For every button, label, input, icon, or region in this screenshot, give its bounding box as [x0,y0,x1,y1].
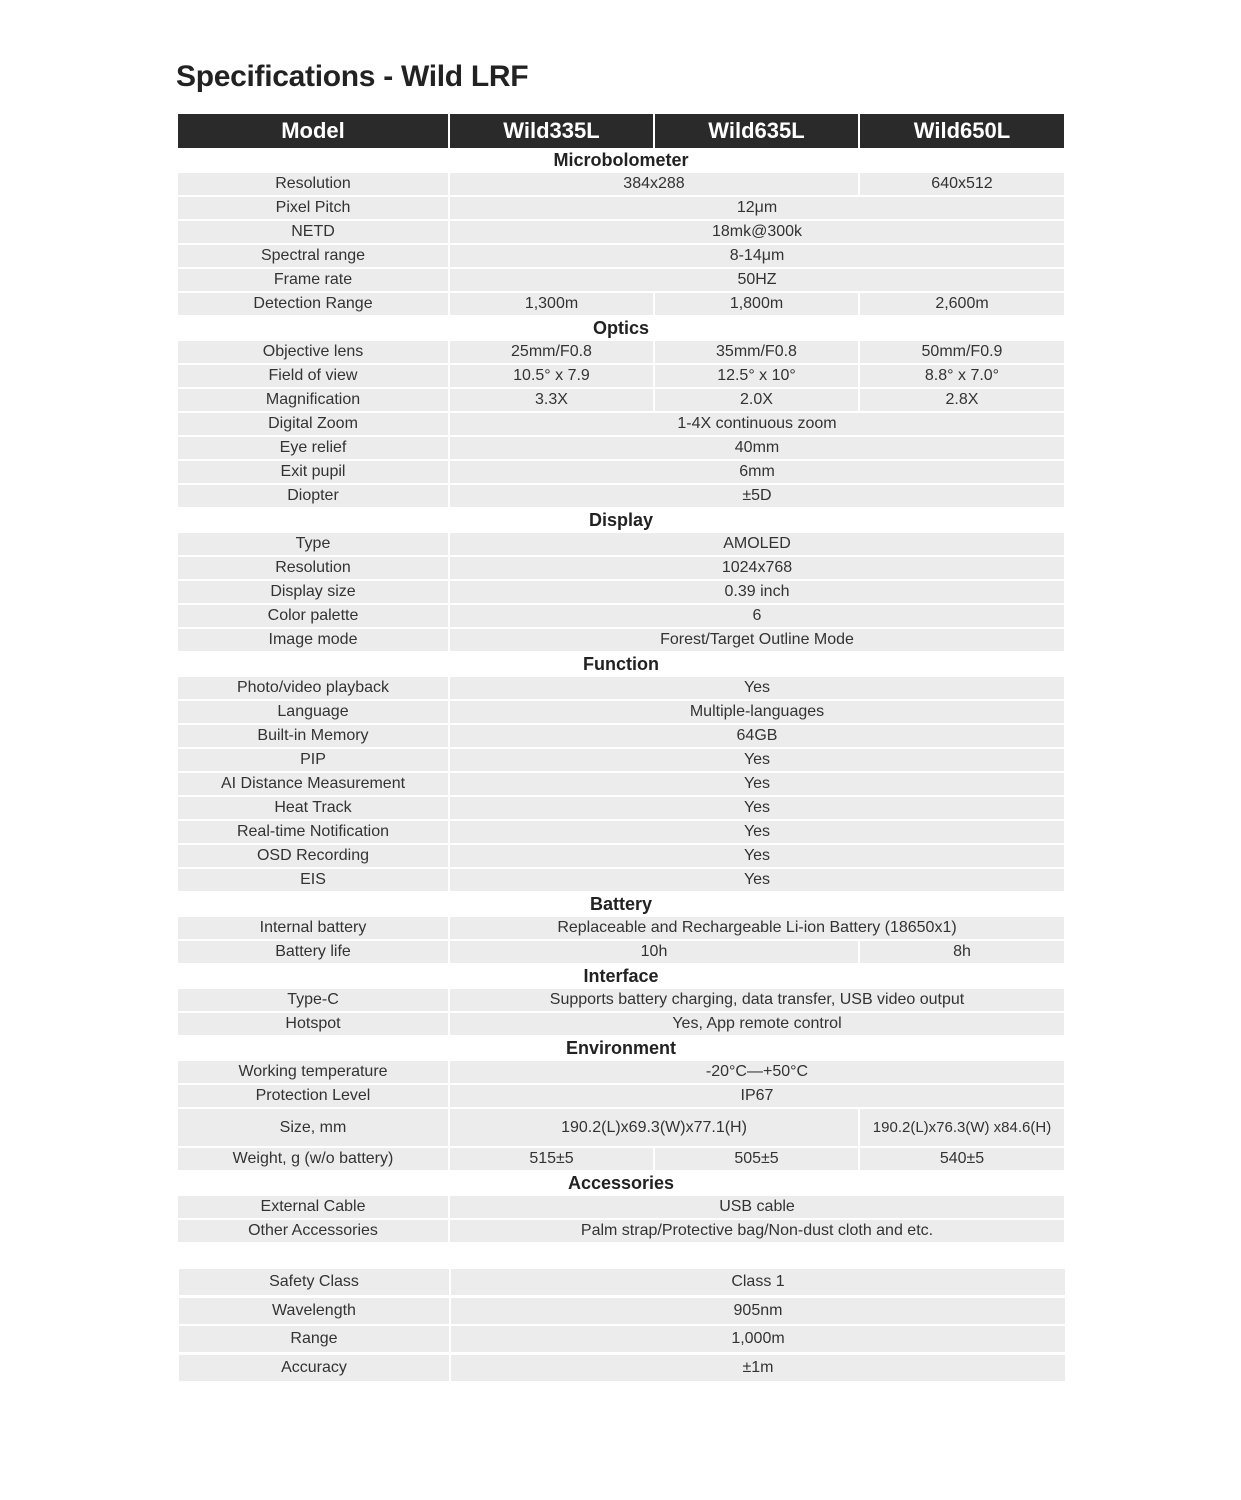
spec-label: Size, mm [178,1109,448,1146]
section-title-display: Display [588,510,654,530]
spec-row-pip [178,749,1064,771]
spec-value: 1,300m [450,293,653,315]
spec-row-built-in-memory [178,725,1064,747]
spec-label: Digital Zoom [178,413,448,435]
spec-value: 1-4X continuous zoom [450,413,1064,435]
spec-label: Language [178,701,448,723]
spec-label: Exit pupil [178,461,448,483]
spec-label: Photo/video playback [178,677,448,699]
spec-label: Display size [178,581,448,603]
spec-label: Resolution [178,557,448,579]
spec-value: 50HZ [450,269,1064,291]
spec-row-type-c [178,989,1064,1011]
spec-row-magnification [178,389,1064,411]
spec-label: Type [178,533,448,555]
spec-row-real-time-notification [178,821,1064,843]
spec-value: Yes [450,749,1064,771]
spec-label: Spectral range [178,245,448,267]
spec-label: Heat Track [178,797,448,819]
spec-value: -20°C—+50°C [450,1061,1064,1083]
spec-value: USB cable [450,1196,1064,1218]
spec-label: Built-in Memory [178,725,448,747]
spec-value: Yes [450,869,1064,891]
spec-row-heat-track [178,797,1064,819]
lrf-row-safety-class [179,1269,1065,1295]
spec-value: 40mm [450,437,1064,459]
section-title-battery: Battery [589,894,653,914]
spec-row-internal-battery [178,917,1064,939]
lrf-table [179,1269,1065,1383]
spec-label: Other Accessories [178,1220,448,1242]
spec-row-language [178,701,1064,723]
spec-value: 1024x768 [450,557,1064,579]
spec-value: 18mk@300k [450,221,1064,243]
spec-value: 384x288 [450,173,858,195]
spec-value: 3.3X [450,389,653,411]
spec-label: EIS [178,869,448,891]
spec-row-type [178,533,1064,555]
lrf-row-range [179,1326,1065,1352]
spec-label: Battery life [178,941,448,963]
lrf-label: Accuracy [179,1355,449,1381]
spec-value: 2.0X [655,389,858,411]
spec-value: Yes, App remote control [450,1013,1064,1035]
spec-label: Pixel Pitch [178,197,448,219]
spec-label: Eye relief [178,437,448,459]
lrf-value: Class 1 [451,1269,1065,1295]
header-wild335l: Wild335L [450,114,653,148]
table-header-row [178,114,1064,148]
spec-label: Objective lens [178,341,448,363]
spec-row-frame-rate [178,269,1064,291]
spec-label: Frame rate [178,269,448,291]
spec-value: AMOLED [450,533,1064,555]
header-wild650l: Wild650L [860,114,1064,148]
spec-row-resolution [178,557,1064,579]
spec-row-image-mode [178,629,1064,651]
spec-value: Palm strap/Protective bag/Non-dust cloth and etc. [450,1220,1064,1242]
spec-value: 2.8X [860,389,1064,411]
spec-value: 6mm [450,461,1064,483]
spec-row-display-size [178,581,1064,603]
spec-label: Real-time Notification [178,821,448,843]
spec-label: External Cable [178,1196,448,1218]
spec-row-diopter [178,485,1064,507]
spec-value: Multiple-languages [450,701,1064,723]
spec-value: Yes [450,797,1064,819]
lrf-label: Wavelength [179,1298,449,1324]
spec-value: 8.8° x 7.0° [860,365,1064,387]
spec-value: Yes [450,773,1064,795]
spec-row-osd-recording [178,845,1064,867]
spec-value: 190.2(L)x76.3(W) x84.6(H) [860,1109,1064,1146]
spec-label: Protection Level [178,1085,448,1107]
spec-label: AI Distance Measurement [178,773,448,795]
header-model: Model [178,114,448,148]
spec-value: 12.5° x 10° [655,365,858,387]
section-title-microbolometer: Microbolometer [553,150,689,170]
spec-row-ai-distance-measurement [178,773,1064,795]
spec-value: 50mm/F0.9 [860,341,1064,363]
spec-row-size-mm [178,1109,1064,1146]
section-title-accessories: Accessories [567,1173,675,1193]
section-title-environment: Environment [565,1038,676,1058]
spec-row-weight-g-w-o-battery [178,1148,1064,1170]
spec-value: Supports battery charging, data transfer, USB video output [450,989,1064,1011]
spec-row-digital-zoom [178,413,1064,435]
spec-label: Detection Range [178,293,448,315]
spec-row-objective-lens [178,341,1064,363]
spec-row-field-of-view [178,365,1064,387]
spec-value: Replaceable and Rechargeable Li-ion Battery (18650x1) [450,917,1064,939]
spec-label: Diopter [178,485,448,507]
spec-value: 1,800m [655,293,858,315]
spec-value: 6 [450,605,1064,627]
spec-row-protection-level [178,1085,1064,1107]
spec-label: Weight, g (w/o battery) [178,1148,448,1170]
lrf-value: 1,000m [451,1326,1065,1352]
spec-value: 0.39 inch [450,581,1064,603]
spec-row-working-temperature [178,1061,1064,1083]
lrf-row-wavelength [179,1298,1065,1324]
spec-value: 10h [450,941,858,963]
lrf-value: ±1m [451,1355,1065,1381]
page-title: Specifications - Wild LRF [176,60,529,93]
spec-label: PIP [178,749,448,771]
spec-label: Color palette [178,605,448,627]
spec-value: 25mm/F0.8 [450,341,653,363]
spec-row-spectral-range [178,245,1064,267]
spec-value: 540±5 [860,1148,1064,1170]
section-title-function: Function [583,654,659,674]
spec-row-pixel-pitch [178,197,1064,219]
spec-row-battery-life [178,941,1064,963]
spec-value: ±5D [450,485,1064,507]
spec-row-hotspot [178,1013,1064,1035]
spec-label: Resolution [178,173,448,195]
spec-value: 12μm [450,197,1064,219]
spec-table [178,114,1064,1244]
section-title-optics: Optics [592,318,649,338]
lrf-label: Safety Class [179,1269,449,1295]
section-title-interface: Interface [583,966,659,986]
spec-row-eis [178,869,1064,891]
spec-value: 190.2(L)x69.3(W)x77.1(H) [450,1109,858,1146]
spec-row-exit-pupil [178,461,1064,483]
spec-value: 8h [860,941,1064,963]
lrf-value: 905nm [451,1298,1065,1324]
spec-value: IP67 [450,1085,1064,1107]
spec-label: NETD [178,221,448,243]
spec-value: 515±5 [450,1148,653,1170]
spec-value: 10.5° x 7.9 [450,365,653,387]
spec-label: Internal battery [178,917,448,939]
spec-row-resolution [178,173,1064,195]
spec-value: 640x512 [860,173,1064,195]
spec-row-external-cable [178,1196,1064,1218]
spec-row-detection-range [178,293,1064,315]
spec-label: Image mode [178,629,448,651]
spec-row-color-palette [178,605,1064,627]
spec-label: Hotspot [178,1013,448,1035]
spec-label: Field of view [178,365,448,387]
header-wild635l: Wild635L [655,114,858,148]
spec-value: 505±5 [655,1148,858,1170]
lrf-label: Range [179,1326,449,1352]
spec-row-photo-video-playback [178,677,1064,699]
spec-label: Working temperature [178,1061,448,1083]
spec-value: 8-14μm [450,245,1064,267]
spec-value: Yes [450,821,1064,843]
spec-value: Yes [450,677,1064,699]
spec-body [178,149,1064,1242]
spec-row-netd [178,221,1064,243]
spec-label: Type-C [178,989,448,1011]
lrf-row-accuracy [179,1355,1065,1381]
spec-value: 35mm/F0.8 [655,341,858,363]
spec-value: Yes [450,845,1064,867]
spec-value: 2,600m [860,293,1064,315]
spec-row-other-accessories [178,1220,1064,1242]
spec-label: Magnification [178,389,448,411]
spec-row-eye-relief [178,437,1064,459]
spec-label: OSD Recording [178,845,448,867]
spec-value: Forest/Target Outline Mode [450,629,1064,651]
spec-value: 64GB [450,725,1064,747]
